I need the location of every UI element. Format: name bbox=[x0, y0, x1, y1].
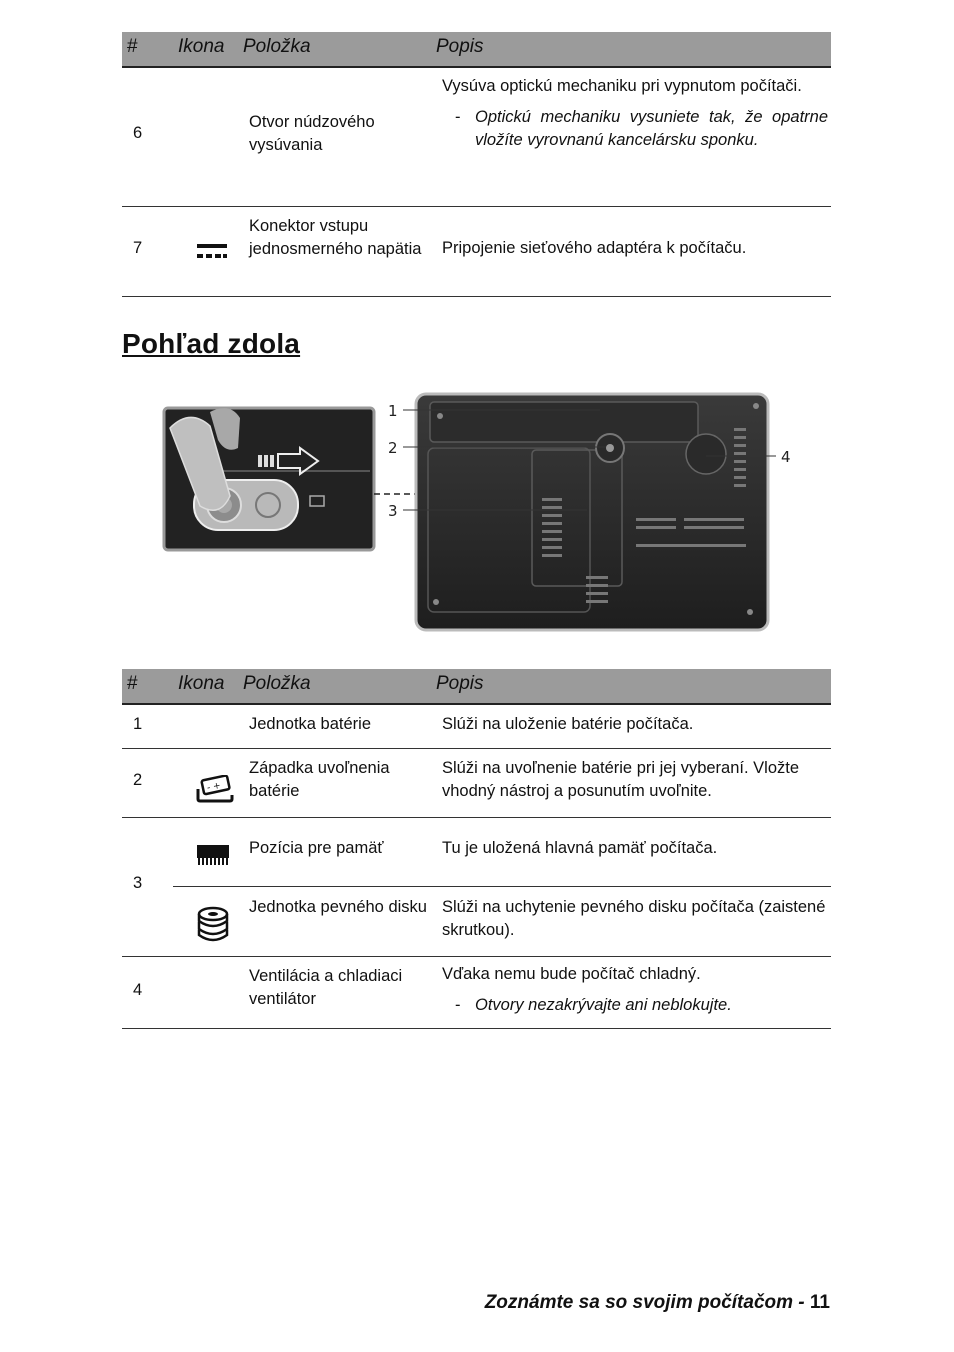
table-row bbox=[122, 749, 831, 818]
row-number: 4 bbox=[133, 981, 143, 999]
table-header bbox=[122, 32, 831, 68]
header-desc: Popis bbox=[436, 673, 484, 694]
row-description: Tu je uložená hlavná pamäť počítača. bbox=[442, 839, 718, 857]
row-description bbox=[442, 75, 828, 152]
row-item: Jednotka batérie bbox=[249, 715, 372, 733]
hard-disk-icon bbox=[196, 905, 230, 950]
laptop-body bbox=[416, 394, 768, 630]
callout-1: 1 bbox=[388, 402, 398, 420]
row-number: 6 bbox=[133, 124, 143, 142]
battery-release-icon bbox=[196, 775, 234, 810]
table-top bbox=[122, 32, 831, 297]
row-item: Západka uvoľnenia batérie bbox=[249, 759, 390, 800]
header-num: # bbox=[127, 673, 138, 694]
subrow-divider bbox=[173, 886, 831, 887]
table-row bbox=[122, 705, 831, 749]
row-description: Slúži na uvoľnenie batérie pri jej vyberaní. Vložte vhodný nástroj a posunutím uvoľnite. bbox=[442, 759, 800, 800]
header-icon: Ikona bbox=[178, 673, 225, 694]
table-row bbox=[122, 68, 831, 207]
note-text: Optickú mechaniku vysuniete tak, že opatrne vložíte vyrovnanú kancelársku sponku. bbox=[475, 108, 828, 149]
table-header bbox=[122, 669, 831, 705]
memory-icon bbox=[196, 844, 230, 873]
note-dash: - bbox=[455, 996, 461, 1014]
row-number: 2 bbox=[133, 771, 143, 789]
header-item: Položka bbox=[243, 673, 311, 694]
description-note bbox=[442, 994, 828, 1017]
row-description: Slúži na uloženie batérie počítača. bbox=[442, 715, 694, 733]
svg-text:- +: - + bbox=[206, 780, 222, 794]
row-description bbox=[442, 963, 828, 1017]
laptop-bottom-illustration bbox=[160, 388, 800, 638]
note-text: Otvory nezakrývajte ani neblokujte. bbox=[475, 996, 732, 1014]
row-item: Pozícia pre pamäť bbox=[249, 839, 384, 857]
section-title: Pohľad zdola bbox=[122, 328, 301, 359]
callout-2: 2 bbox=[388, 439, 398, 457]
table-row bbox=[122, 207, 831, 297]
row-description: Slúži na uchytenie pevného disku počítača (zaistené skrutkou). bbox=[442, 898, 826, 939]
row-item: Ventilácia a chladiaci ventilátor bbox=[249, 967, 403, 1008]
header-item: Položka bbox=[243, 36, 311, 57]
description-text: Vďaka nemu bude počítač chladný. bbox=[442, 965, 701, 983]
header-desc: Popis bbox=[436, 36, 484, 57]
callout-4: 4 bbox=[781, 448, 791, 466]
header-icon: Ikona bbox=[178, 36, 225, 57]
callout-3: 3 bbox=[388, 502, 398, 520]
page-number: 11 bbox=[809, 1292, 830, 1313]
table-row bbox=[122, 818, 831, 957]
description-note bbox=[442, 106, 828, 152]
table-bottom bbox=[122, 669, 831, 1029]
description-text: Vysúva optickú mechaniku pri vypnutom počítači. bbox=[442, 77, 802, 95]
row-number: 7 bbox=[133, 239, 143, 257]
row-item: Konektor vstupu jednosmerného napätia bbox=[249, 217, 422, 258]
zoom-inset bbox=[164, 408, 374, 550]
table-row bbox=[122, 957, 831, 1029]
row-description: Pripojenie sieťového adaptéra k počítaču. bbox=[442, 239, 747, 257]
footer-text: Zoznámte sa so svojim počítačom - bbox=[484, 1292, 805, 1313]
row-item: Jednotka pevného disku bbox=[249, 898, 427, 916]
row-number: 3 bbox=[133, 874, 143, 892]
header-num: # bbox=[127, 36, 138, 57]
dc-power-icon bbox=[196, 241, 228, 270]
row-number: 1 bbox=[133, 715, 143, 733]
note-dash: - bbox=[455, 108, 461, 126]
row-item: Otvor núdzového vysúvania bbox=[249, 113, 375, 154]
page-footer bbox=[485, 1292, 830, 1314]
